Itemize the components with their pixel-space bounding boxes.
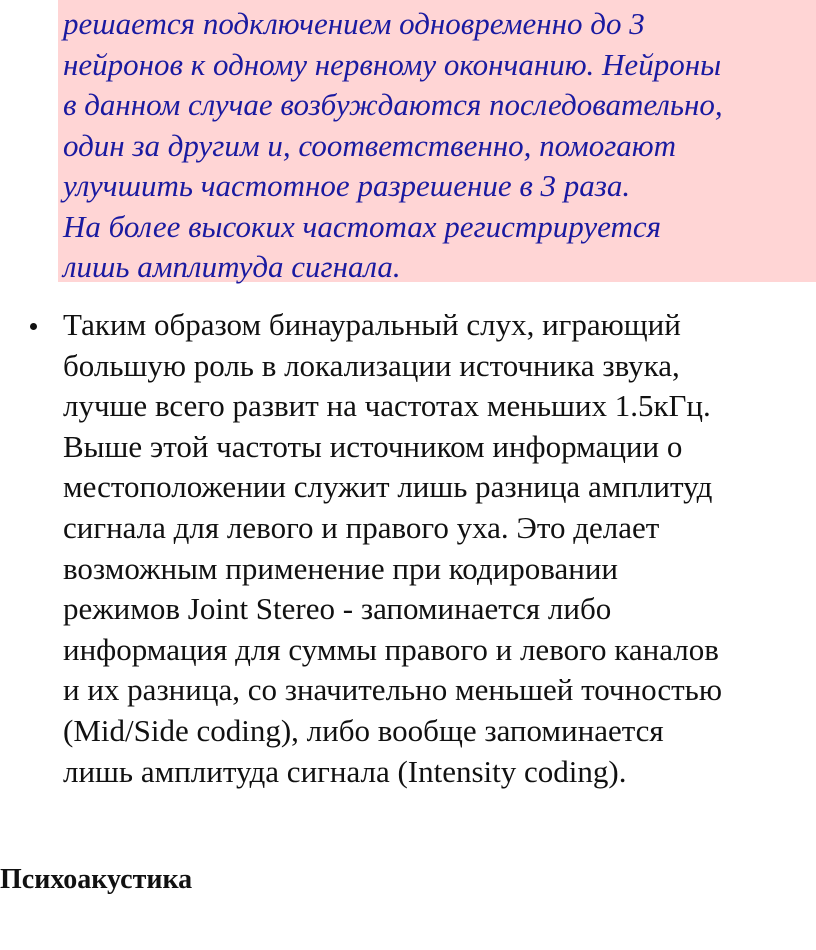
bullet-paragraph: Таким образом бинауральный слух, играющий большую роль в локализации источника звука, лучше всего развит на частотах меньших 1.5кГц. Выше этой частоты источником информации о местоположении служит лишь разница амплитуд сигнала для левого и правого уха. Это делает возможным применение при кодировании режимов Joint Stereo - запоминается либо информация для суммы правого и левого каналов и их разница, со значительно меньшей точностью (Mid/Side coding), либо вообще запоминается лишь амплитуда сигнала (Intensity coding). [63,307,722,789]
list-item [0,305,722,792]
highlighted-passage: решается подключением одновременно до 3 нейронов к одному нервному окончанию. Нейроны в данном случае возбуждаются последовательно, один за другим и, соответственно, помогают улучшить частотное разрешение в 3 раза. На более высоких частотах регистрируется лишь амплитуда сигнала. [63,6,723,284]
section-heading: Психоакустика [0,864,193,895]
bullet-list [0,305,722,792]
bullet-icon [30,323,37,330]
